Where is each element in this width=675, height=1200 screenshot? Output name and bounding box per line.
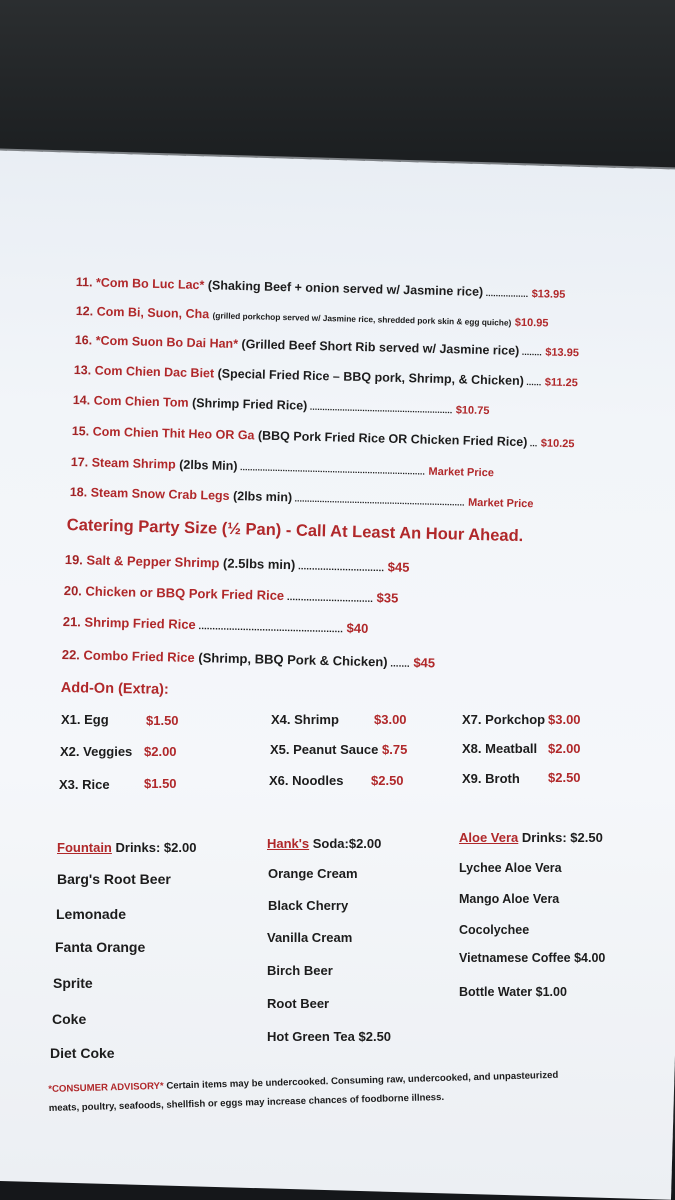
- addon-x2-price: $2.00: [144, 744, 177, 759]
- item-number: 22.: [61, 647, 81, 663]
- hanks-soda-item: Black Cherry: [268, 898, 349, 913]
- addon-x9-price: $2.50: [548, 770, 581, 785]
- addon-code: X7.: [462, 712, 482, 727]
- item-price: $45: [413, 654, 436, 671]
- item-price: Market Price: [428, 465, 495, 480]
- item-name: Com Chien Tom: [93, 393, 189, 410]
- addon-x6: [269, 773, 343, 788]
- addon-code: X4.: [271, 712, 291, 727]
- item-price: Market Price: [467, 496, 534, 511]
- catering-item-21: [63, 614, 369, 636]
- item-name: Steam Shrimp: [91, 455, 176, 472]
- addon-name: Meatball: [485, 741, 538, 756]
- fountain-label: Drinks: $2.00: [111, 840, 197, 855]
- catering-item-20: [64, 583, 399, 606]
- menu-item-12: [76, 304, 549, 330]
- addon-code: X3.: [59, 777, 79, 792]
- aloe-drink-item: Vietnamese Coffee $4.00: [459, 951, 606, 965]
- addon-x2: [60, 744, 132, 759]
- addons-heading: Add-On (Extra):: [60, 680, 169, 698]
- addon-code: X6.: [269, 773, 289, 788]
- item-name: *Com Bo Luc Lac*: [95, 275, 205, 293]
- item-leader: .................: [483, 287, 529, 300]
- advisory-text-1: Certain items may be undercooked. Consuming raw, undercooked, and unpasteurized: [163, 1069, 559, 1092]
- item-name: Steam Snow Crab Legs: [90, 485, 230, 503]
- item-description: (2lbs Min): [179, 457, 238, 474]
- addon-x8: [462, 741, 537, 756]
- addon-code: X9.: [462, 771, 482, 786]
- aloe-drink-item: Bottle Water $1.00: [459, 985, 567, 999]
- addon-code: X1.: [61, 712, 81, 727]
- item-number: 21.: [62, 614, 82, 630]
- addon-x5: [270, 742, 407, 757]
- item-number: 19.: [64, 552, 84, 568]
- menu-item-15: [72, 424, 575, 450]
- addon-x1-price: $1.50: [146, 713, 179, 728]
- addon-name: Egg: [84, 712, 109, 727]
- item-name: Com Chien Dac Biet: [94, 363, 215, 381]
- hanks-brand: Hank's: [267, 836, 310, 851]
- item-description: (Shaking Beef + onion served w/ Jasmine rice): [207, 278, 484, 299]
- hanks-soda-item: Vanilla Cream: [267, 930, 353, 945]
- addon-code: X2.: [60, 744, 80, 759]
- aloe-vera-drinks-header: [459, 830, 603, 845]
- addon-x3: [59, 777, 110, 792]
- fountain-brand: Fountain: [57, 840, 112, 855]
- addon-name: Veggies: [83, 744, 133, 759]
- addon-name: Peanut Sauce: [293, 742, 379, 757]
- addon-x3-price: $1.50: [144, 776, 177, 791]
- item-description: (grilled porkchop served w/ Jasmine rice, shredded pork skin & egg quiche): [212, 310, 512, 328]
- addon-name: Noodles: [292, 773, 344, 788]
- hanks-soda-item: Root Beer: [267, 996, 330, 1011]
- item-number: 12.: [75, 304, 94, 319]
- addon-x8-price: $2.00: [548, 741, 581, 756]
- item-name: *Com Suon Bo Dai Han*: [95, 333, 239, 351]
- item-name: Salt & Pepper Shrimp: [86, 552, 220, 571]
- item-name: Com Chien Thit Heo OR Ga: [92, 424, 255, 443]
- item-price: $40: [346, 620, 369, 636]
- consumer-advisory: [48, 1066, 559, 1118]
- item-number: 20.: [63, 583, 83, 599]
- fountain-drink-item: Coke: [52, 1011, 87, 1027]
- addon-name: Porkchop: [485, 712, 546, 727]
- item-leader: ......: [523, 376, 542, 388]
- aloe-drink-item: Mango Aloe Vera: [459, 892, 560, 906]
- item-number: 16.: [74, 333, 93, 348]
- aloe-drink-item: Cocolychee: [459, 923, 530, 937]
- fountain-drink-item: Sprite: [53, 975, 93, 991]
- addon-x9: [462, 771, 520, 786]
- addon-name: Broth: [485, 771, 520, 786]
- catering-heading: Catering Party Size (½ Pan) - Call At Least An Hour Ahead.: [66, 516, 524, 546]
- item-price: $13.95: [545, 346, 580, 360]
- hanks-soda-item: Birch Beer: [267, 963, 333, 978]
- item-leader: ..........................................................................: [237, 462, 426, 477]
- item-number: 18.: [69, 485, 88, 500]
- menu-item-18: [70, 485, 534, 510]
- addon-x6-price: $2.50: [371, 773, 404, 788]
- item-description: (Special Fried Rice – BBQ pork, Shrimp, & Chicken): [217, 366, 525, 388]
- item-leader: .......: [387, 658, 410, 670]
- addon-x4-price: $3.00: [374, 712, 407, 727]
- menu-item-14: [73, 393, 490, 417]
- fountain-drink-item: Lemonade: [56, 906, 127, 922]
- item-description: (2lbs min): [232, 488, 293, 505]
- aloe-brand: Aloe Vera: [459, 830, 519, 845]
- item-name: Com Bi, Suon, Cha: [96, 304, 210, 322]
- catering-item-19: [65, 552, 410, 575]
- item-leader: .........................................................: [307, 401, 453, 416]
- menu-item-16: [75, 333, 579, 359]
- item-leader: ........: [519, 346, 542, 358]
- addon-x4: [271, 712, 339, 727]
- item-price: $13.95: [531, 288, 566, 301]
- addon-x7: [462, 712, 545, 727]
- item-number: 13.: [73, 363, 92, 378]
- item-leader: ...............................: [295, 561, 385, 575]
- addon-name: Rice: [82, 777, 110, 792]
- advisory-title: *CONSUMER ADVISORY*: [48, 1080, 164, 1095]
- item-number: 15.: [71, 424, 90, 439]
- fountain-drink-item: Diet Coke: [50, 1045, 115, 1061]
- addon-x7-price: $3.00: [548, 712, 581, 727]
- hanks-soda-item: Hot Green Tea $2.50: [267, 1029, 392, 1044]
- addon-code: X8.: [462, 741, 482, 756]
- fountain-drink-item: Fanta Orange: [55, 939, 146, 955]
- item-description: (Grilled Beef Short Rib served w/ Jasmine rice): [241, 337, 520, 358]
- addon-name: Shrimp: [294, 712, 339, 727]
- advisory-text-2: meats, poultry, seafoods, shellfish or eggs may increase chances of foodborne illness.: [48, 1091, 445, 1114]
- item-description: (BBQ Pork Fried Rice OR Chicken Fried Rice): [257, 428, 528, 450]
- menu-item-17: [71, 455, 494, 479]
- addon-code: X5.: [270, 742, 290, 757]
- fountain-drink-item: Barg's Root Beer: [57, 871, 171, 887]
- item-price: $35: [376, 590, 399, 606]
- item-price: $45: [387, 559, 410, 575]
- item-description: (2.5lbs min): [222, 555, 296, 573]
- item-price: $10.25: [540, 437, 575, 451]
- aloe-label: Drinks: $2.50: [518, 830, 603, 845]
- item-description: (Shrimp, BBQ Pork & Chicken): [198, 650, 388, 670]
- item-name: Combo Fried Rice: [83, 647, 195, 666]
- menu-item-13: [74, 363, 578, 389]
- item-name: Shrimp Fried Rice: [84, 614, 196, 633]
- catering-item-22: [62, 647, 436, 670]
- item-leader: ...............................: [283, 591, 374, 606]
- item-name: Chicken or BBQ Pork Fried Rice: [85, 583, 285, 603]
- addon-x5-price: $.75: [382, 742, 408, 757]
- addon-x1: [61, 712, 109, 727]
- item-number: 11.: [75, 275, 93, 290]
- item-number: 14.: [72, 393, 91, 408]
- hanks-label: Soda:$2.00: [309, 836, 382, 851]
- item-leader: ....................................................: [195, 621, 344, 636]
- aloe-drink-item: Lychee Aloe Vera: [459, 861, 562, 875]
- fountain-drinks-header: [57, 840, 196, 855]
- item-price: $11.25: [544, 376, 579, 390]
- hanks-soda-header: [267, 836, 381, 851]
- menu-item-11: [76, 275, 566, 301]
- item-description: (Shrimp Fried Rice): [191, 395, 308, 413]
- item-number: 17.: [70, 455, 89, 470]
- item-price: $10.75: [455, 404, 490, 418]
- item-leader: ...: [527, 438, 538, 449]
- item-price: $10.95: [514, 316, 549, 330]
- item-leader: ....................................................................: [291, 493, 465, 508]
- hanks-soda-item: Orange Cream: [268, 866, 358, 881]
